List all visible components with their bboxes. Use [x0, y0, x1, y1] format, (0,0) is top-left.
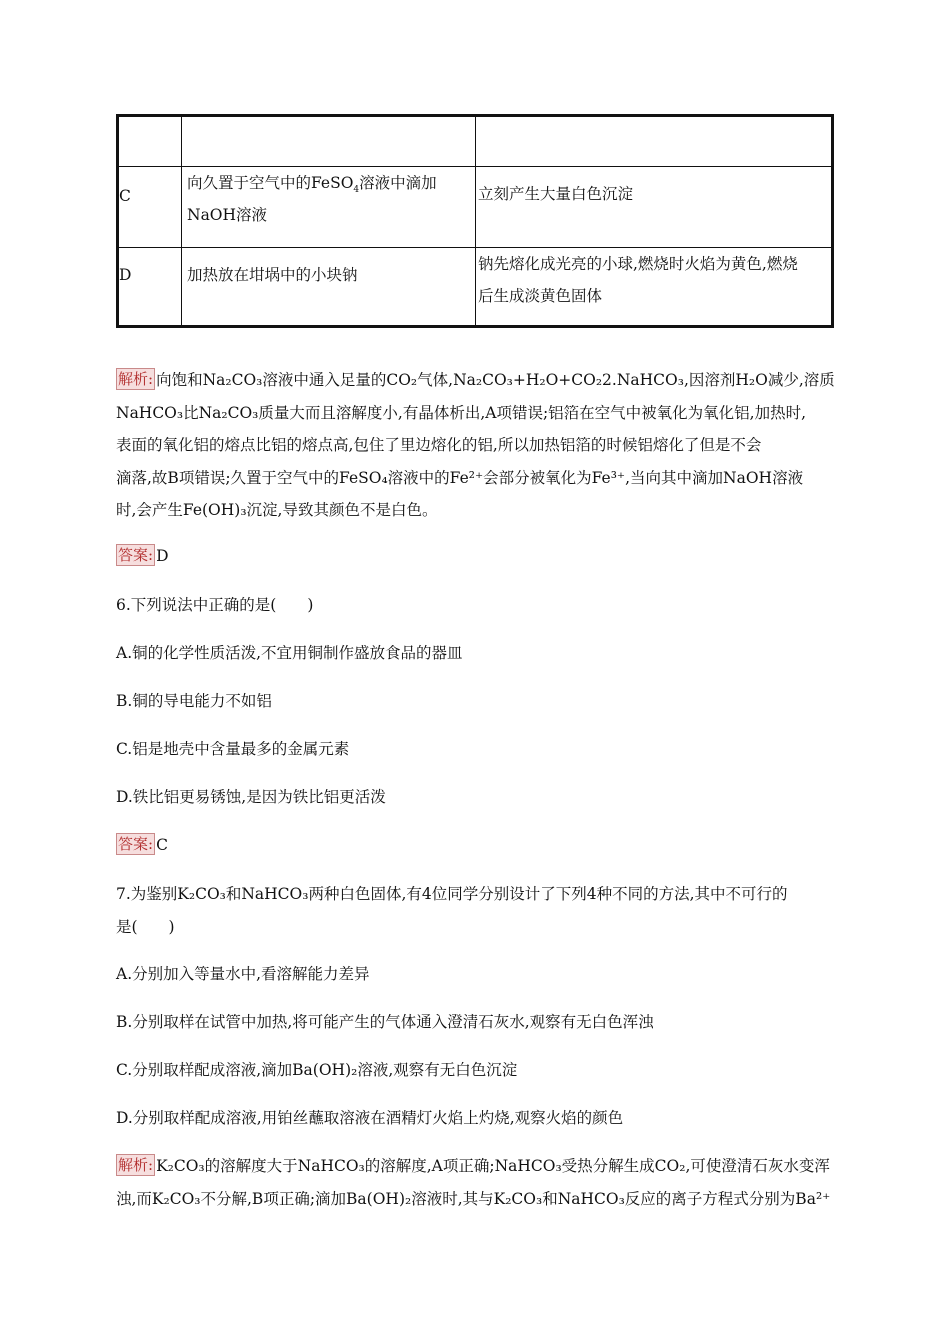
- table-cell-operation: [182, 117, 476, 166]
- experiment-table: [116, 114, 834, 328]
- table-cell-phenomenon: [476, 117, 831, 166]
- table-cell-operation: 加热放在坩埚中的小块钠: [182, 248, 476, 328]
- table-cell-id: [119, 117, 182, 166]
- q6-stem: 6.下列说法中正确的是( ): [116, 596, 314, 614]
- q6-option-a: A.铜的化学性质活泼,不宜用铜制作盛放食品的器皿: [116, 644, 463, 662]
- answer-label: 答案:: [118, 835, 154, 853]
- q6-option-d: D.铁比铝更易锈蚀,是因为铁比铝更活泼: [116, 788, 386, 806]
- analysis-label: 解析:: [118, 370, 154, 388]
- q6-option-b: B.铜的导电能力不如铝: [116, 692, 272, 710]
- table-cell-id: C: [119, 167, 182, 247]
- q5-answer: 答案: D: [118, 546, 169, 565]
- answer-label: 答案:: [118, 546, 154, 564]
- q7-analysis: 解析: K₂CO₃的溶解度大于NaHCO₃的溶解度,A项正确;NaHCO₃受热分解生成CO₂,可使澄清石灰水变浑 浊,而K₂CO₃不分解,B项正确;滴加Ba(OH)₂溶液时,其与K₂CO₃和NaHCO₃反应的离子方程式分别为Ba²⁺: [116, 1156, 831, 1208]
- table-row: [119, 167, 831, 248]
- q6-answer: 答案: C: [118, 835, 168, 854]
- q7-option-c: C.分别取样配成溶液,滴加Ba(OH)₂溶液,观察有无白色沉淀: [116, 1061, 518, 1079]
- analysis-label: 解析:: [118, 1156, 154, 1174]
- q7-option-d: D.分别取样配成溶液,用铂丝蘸取溶液在酒精灯火焰上灼烧,观察火焰的颜色: [116, 1109, 624, 1127]
- q5-analysis: 解析: 向饱和Na₂CO₃溶液中通入足量的CO₂气体,Na₂CO₃+H₂O+CO₂2.NaHCO₃,因溶剂H₂O减少,溶质 NaHCO₃比Na₂CO₃质量大而且溶解度小,有晶体析出,A项错误;铝箔在空气中被氧化为氧化铝,加热时, 表面的氧化铝的熔点比铝的熔点高,包住了里边熔化的铝,所以加热铝箔的时候铝熔化了但是不会 滴落,故B项错误;久置于空气中的FeSO₄溶液中的Fe²⁺会部分被氧化为Fe³⁺,当向其中滴加NaOH溶液 时,会产生Fe(OH)₃沉淀,导致其颜色不是白色。: [116, 370, 835, 519]
- q7-stem: 7.为鉴别K₂CO₃和NaHCO₃两种白色固体,有4位同学分别设计了下列4种不同的方法,其中不可行的 是( ): [116, 885, 788, 936]
- table-cell-phenomenon: 钠先熔化成光亮的小球,燃烧时火焰为黄色,燃烧 后生成淡黄色固体: [478, 255, 798, 305]
- table-row: [119, 117, 831, 167]
- table-cell-id: D: [119, 248, 182, 328]
- q6-option-c: C.铝是地壳中含量最多的金属元素: [116, 740, 350, 758]
- table-row: [119, 248, 831, 328]
- table-cell-phenomenon: 立刻产生大量白色沉淀: [478, 185, 634, 203]
- q7-option-b: B.分别取样在试管中加热,将可能产生的气体通入澄清石灰水,观察有无白色浑浊: [116, 1013, 654, 1031]
- table-cell-operation: 向久置于空气中的FeSO$_4$溶液中滴加 NaOH溶液: [182, 167, 476, 247]
- q7-option-a: A.分别加入等量水中,看溶解能力差异: [116, 965, 370, 983]
